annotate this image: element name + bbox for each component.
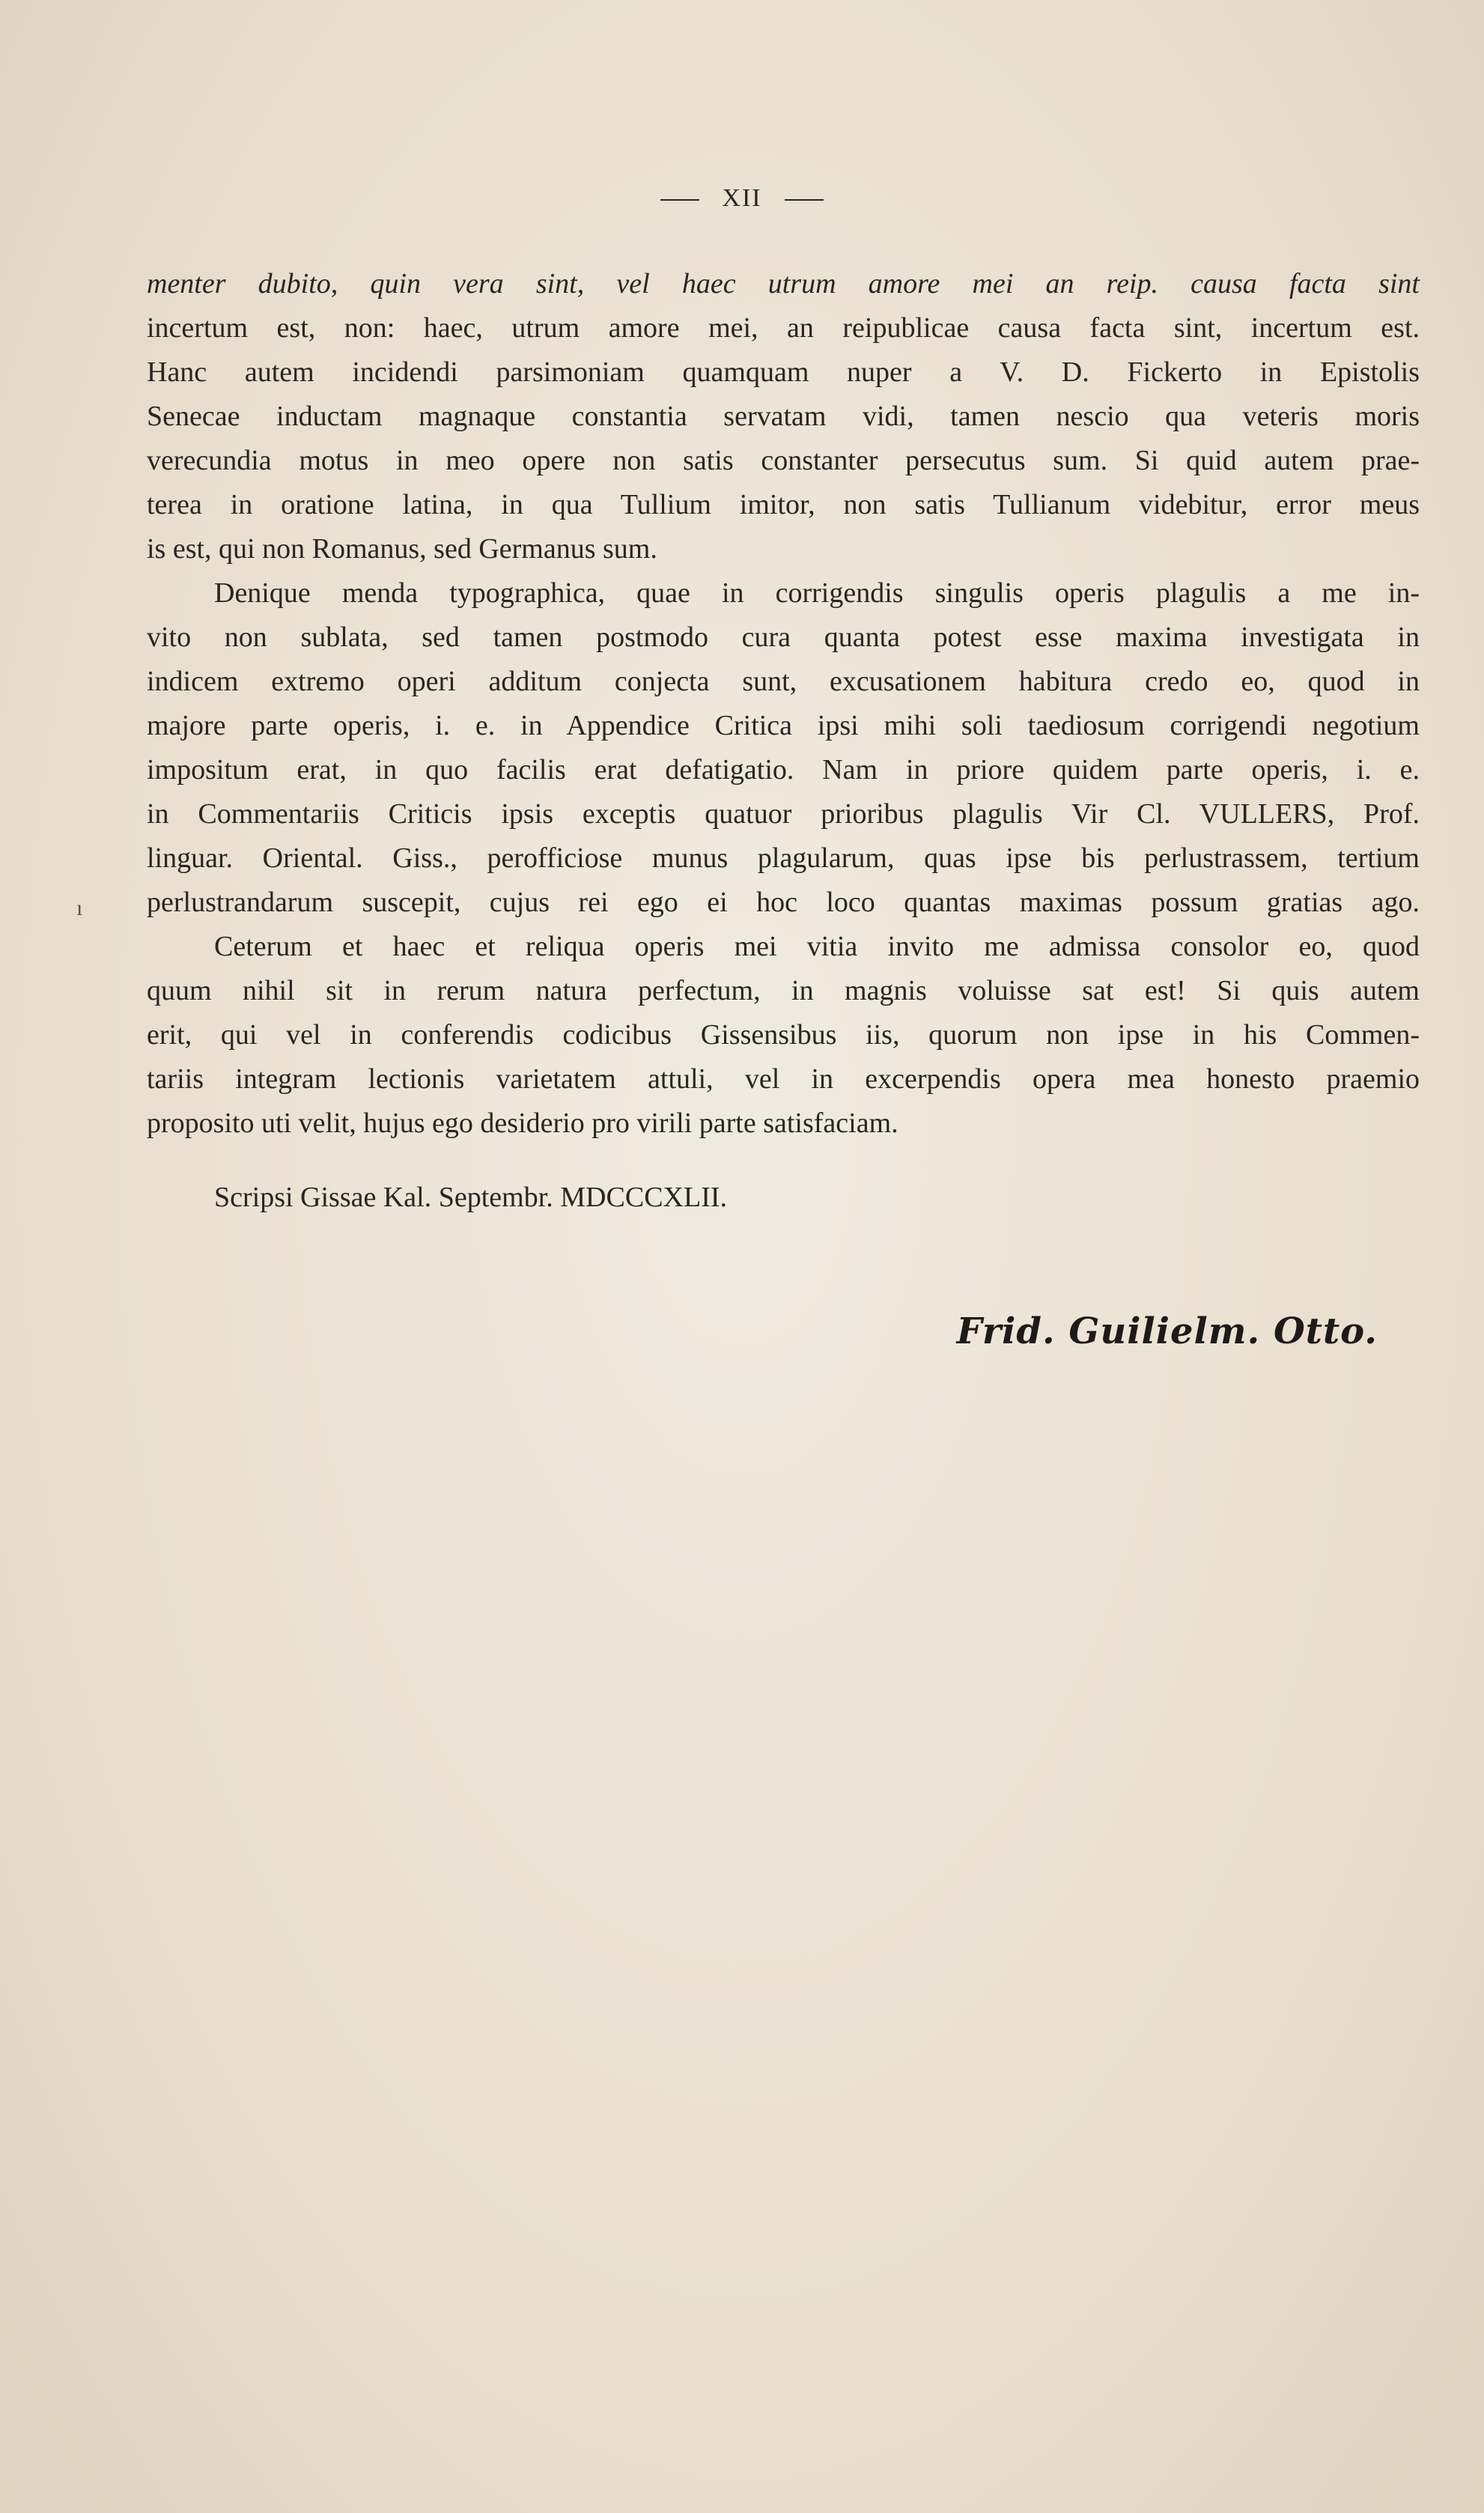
text-line: quum nihil sit in rerum natura perfectum, in magnis voluisse sat est! Si quis autem [147,975,1420,1006]
header-dash-left [660,199,699,201]
page-number-header [0,184,1484,213]
text-line: verecundia motus in meo opere non satis constanter persecutus sum. Si quid autem prae- [147,445,1420,476]
text-line: is est, qui non Romanus, sed Germanus sum. [147,533,657,565]
text-line: menter dubito, quin vera sint, vel haec utrum amore mei an reip. causa facta sint [147,268,1420,300]
text-line: in Commentariis Criticis ipsis exceptis quatuor prioribus plagulis Vir Cl. VULLERS, Prof. [147,798,1420,830]
signature: Frid. Guilielm. Otto. [956,1310,1378,1352]
text-line: indicem extremo operi additum conjecta sunt, excusationem habitura credo eo, quod in [147,666,1420,697]
paragraph-gap [147,1146,1420,1176]
text-line: linguar. Oriental. Giss., perofficiose munus plagularum, quas ipse bis perlustrassem, tertium [147,842,1420,874]
body-text [147,262,1420,1220]
page-number: XII [722,184,762,212]
header-dash-right [785,199,824,201]
text-line: vito non sublata, sed tamen postmodo cura quanta potest esse maxima investigata in [147,622,1420,653]
text-line: Senecae inductam magnaque constantia servatam vidi, tamen nescio qua veteris moris [147,401,1420,432]
text-line: impositum erat, in quo facilis erat defatigatio. Nam in priore quidem parte operis, i. e. [147,754,1420,785]
text-line: tariis integram lectionis varietatem attuli, vel in excerpendis opera mea honesto praemio [147,1063,1420,1095]
text-line: Hanc autem incidendi parsimoniam quamquam nuper a V. D. Fickerto in Epistolis [147,356,1420,388]
text-line: terea in oratione latina, in qua Tullium imitor, non satis Tullianum videbitur, error meus [147,489,1420,520]
text-line: perlustrandarum suscepit, cujus rei ego ei hoc loco quantas maximas possum gratias ago. [147,887,1420,918]
text-line: Denique menda typographica, quae in corrigendis singulis operis plagulis a me in- [214,577,1420,609]
dateline: Scripsi Gissae Kal. Septembr. MDCCCXLII. [214,1182,728,1213]
margin-mark: ı [76,896,83,920]
text-line: Ceterum et haec et reliqua operis mei vitia invito me admissa consolor eo, quod [214,931,1420,962]
text-line: majore parte operis, i. e. in Appendice Critica ipsi mihi soli taediosum corrigendi negotium [147,710,1420,741]
text-line: incertum est, non: haec, utrum amore mei, an reipublicae causa facta sint, incertum est. [147,312,1420,344]
text-line: erit, qui vel in conferendis codicibus Gissensibus iis, quorum non ipse in his Commen- [147,1019,1420,1051]
text-line: proposito uti velit, hujus ego desiderio pro virili parte satisfaciam. [147,1107,898,1139]
